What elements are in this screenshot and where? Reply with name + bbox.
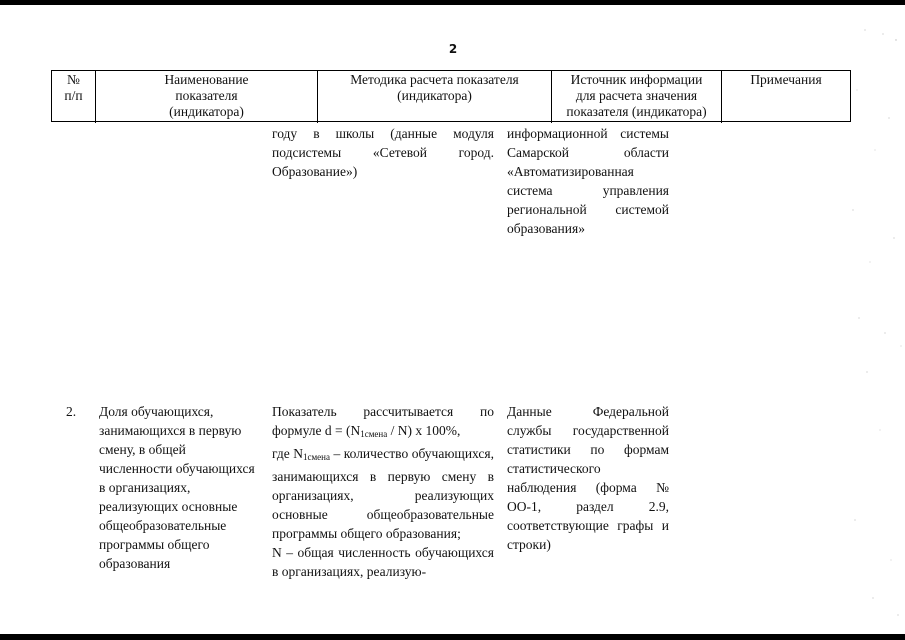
method-formula xyxy=(272,421,494,444)
header-source-line: для расчета значения xyxy=(575,88,698,103)
page-number: 2 xyxy=(448,42,458,56)
header-source-line: показателя (индикатора) xyxy=(566,104,707,119)
page-bottom-border xyxy=(0,634,905,640)
formula-prefix: формуле d = (N xyxy=(272,423,361,438)
where-subscript: 1смена xyxy=(302,452,330,462)
header-col-method xyxy=(318,71,552,123)
scan-noise xyxy=(845,0,905,640)
page-top-border xyxy=(0,0,905,5)
continuation-method: году в школы (данные модуля подсистемы «Сетевой город. Образование») xyxy=(272,126,494,179)
where-prefix: где N xyxy=(272,446,303,461)
calculation-method xyxy=(272,402,494,581)
formula-subscript: 1смена xyxy=(360,429,388,439)
header-method-line: Методика расчета показателя xyxy=(350,72,519,87)
header-number-line: п/п xyxy=(64,88,83,103)
indicator-name: Доля обучающихся, занимающихся в первую смену, в общей численности обучающихся в организациях, реализующих основные общеобразовательные программы общего образования xyxy=(99,404,255,571)
header-number-line: № xyxy=(67,72,80,87)
formula-suffix: / N) x 100%, xyxy=(387,423,461,438)
table-header xyxy=(51,70,851,122)
method-intro: Показатель рассчитывается по xyxy=(272,404,494,419)
header-col-number xyxy=(52,71,96,123)
continuation-source: информационной системы Самарской области «Автоматизированная система управления региональной системой образования» xyxy=(507,126,669,236)
header-notes-line: Примечания xyxy=(750,72,822,87)
header-col-notes xyxy=(722,71,850,123)
header-method-line: (индикатора) xyxy=(397,88,472,103)
method-where xyxy=(272,444,494,543)
method-n-definition: N – общая численность обучающихся в организациях, реализую- xyxy=(272,545,494,579)
header-name-line: (индикатора) xyxy=(169,104,244,119)
row-number: 2. xyxy=(66,404,77,419)
header-name-line: Наименование xyxy=(164,72,249,87)
header-source-line: Источник информации xyxy=(570,72,703,87)
header-col-name xyxy=(96,71,318,123)
data-source: Данные Федеральной службы государственной статистики по формам статистического наблюдения (форма № ОО-1, раздел 2.9, соответствующие графы и строки) xyxy=(507,404,669,552)
header-name-line: показателя xyxy=(175,88,238,103)
header-col-source xyxy=(552,71,722,123)
where-rest: – количество обучающихся, занимающихся в первую смену в организациях, реализующих основные общеобразовательные программы общего образования; xyxy=(272,446,494,541)
